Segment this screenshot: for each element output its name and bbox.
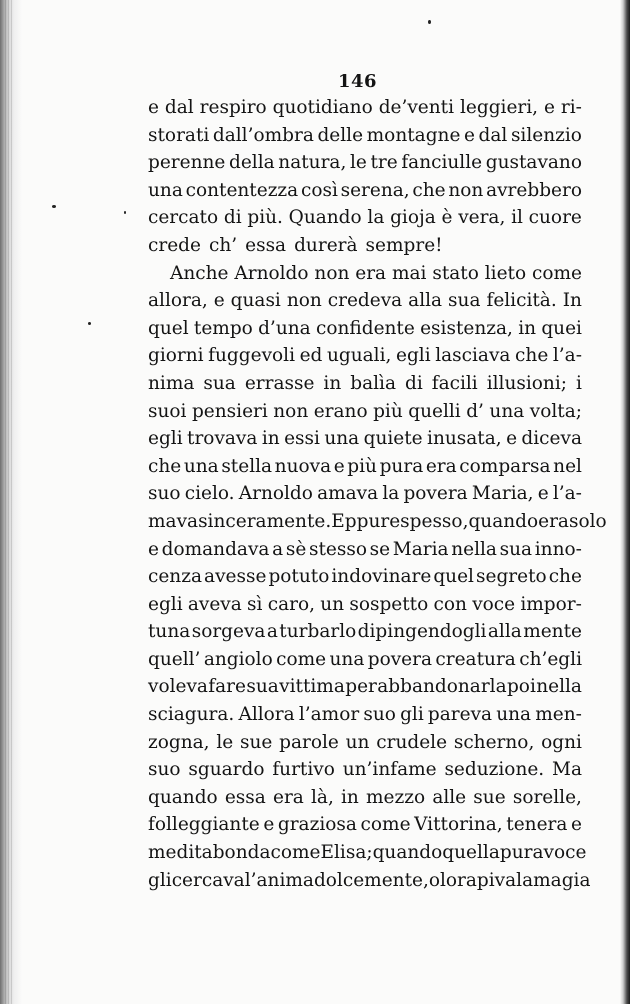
word: che: [412, 179, 446, 201]
word: natura,: [278, 152, 347, 174]
word: e: [537, 483, 549, 505]
text-line: [148, 839, 587, 867]
word: quiete: [363, 428, 423, 450]
word: vittima: [279, 676, 345, 698]
word: tempo: [193, 317, 253, 339]
word: della: [229, 152, 275, 174]
word: di: [223, 207, 242, 229]
binding-edge-lines: [5, 0, 13, 1004]
word: essa: [245, 234, 287, 256]
word: felicità.: [486, 290, 557, 312]
text-line: [148, 260, 582, 288]
word: crede: [148, 234, 201, 256]
text-line: [148, 287, 582, 315]
word: diceva: [521, 428, 582, 450]
word: nella: [536, 676, 582, 698]
text-line: [148, 618, 582, 646]
word: era: [355, 262, 387, 284]
word: quando: [468, 510, 539, 532]
word: pareva: [427, 704, 493, 726]
word: egli: [396, 345, 431, 367]
word: Allora: [238, 704, 295, 726]
word: in: [323, 372, 342, 394]
word: suo: [148, 759, 181, 781]
word: d’una: [258, 317, 311, 339]
word: e: [506, 428, 518, 450]
text-line: [148, 867, 591, 895]
word: turbarlo: [279, 621, 357, 643]
word: essa: [224, 786, 266, 808]
text-line: [148, 784, 582, 812]
word: povera: [403, 483, 468, 505]
word: gustavano: [485, 152, 582, 174]
word: i: [575, 372, 582, 394]
text-line: [148, 204, 582, 232]
word: uguali,: [326, 345, 392, 367]
text-line: [148, 701, 582, 729]
word: un: [345, 731, 370, 753]
word: avrebbero: [486, 179, 582, 201]
word: non: [314, 262, 350, 284]
word: abbandonarla: [377, 676, 507, 698]
word: alla: [408, 290, 443, 312]
word: povera: [367, 648, 433, 670]
word: solo: [568, 510, 607, 532]
word: là,: [311, 786, 334, 808]
word: quelli: [408, 400, 461, 422]
word: perenne: [148, 152, 226, 174]
word: creatura: [435, 648, 516, 670]
word: che: [148, 455, 182, 477]
word: pensieri: [191, 400, 268, 422]
word: come: [360, 814, 411, 836]
word: quei: [541, 317, 582, 339]
word: delle: [317, 124, 364, 146]
word: in: [518, 317, 537, 339]
word: un’infame: [342, 759, 437, 781]
page-number: 146: [338, 71, 378, 92]
word: di: [404, 372, 423, 394]
word: l’amor: [298, 704, 360, 726]
word: de’venti: [378, 97, 455, 118]
word: caro,: [267, 593, 315, 615]
word: in: [261, 428, 280, 450]
text-line: [148, 646, 582, 674]
word: ri-: [560, 97, 582, 118]
word: indovinare: [331, 566, 432, 588]
word: è: [441, 207, 453, 229]
word: a: [266, 621, 278, 643]
word: ch’: [208, 234, 238, 256]
word: comparsa: [459, 455, 551, 477]
word: In: [562, 290, 582, 312]
word: per: [345, 676, 377, 698]
word: una: [183, 455, 219, 477]
word: mava: [148, 510, 199, 532]
word: quotidiano: [272, 97, 373, 118]
word: dal: [478, 124, 508, 146]
word: Vittorina,: [414, 814, 503, 836]
word: non: [286, 290, 322, 312]
text-line: [148, 425, 582, 453]
word: Eppure: [331, 510, 401, 532]
ink-speck: [88, 322, 91, 325]
text-line: [148, 453, 582, 481]
word: sue: [473, 786, 506, 808]
word: folleggiante: [148, 814, 260, 836]
word: alla: [487, 621, 522, 643]
word: confidente: [315, 317, 415, 339]
word: l’anima: [244, 869, 314, 891]
word: balìa: [350, 372, 396, 394]
word: ogni: [541, 731, 582, 753]
word: il: [511, 207, 523, 229]
word: tre: [370, 152, 398, 174]
text-line: [148, 508, 607, 536]
word: quando: [372, 842, 443, 864]
word: serena,: [340, 179, 410, 201]
text-line: [148, 729, 582, 757]
word: e: [263, 814, 275, 836]
word: la: [382, 483, 400, 505]
word: gli: [400, 704, 424, 726]
word: mai: [391, 262, 427, 284]
text-line: [148, 591, 582, 619]
word: una: [489, 400, 525, 422]
word: nuova: [274, 455, 332, 477]
word: e: [571, 814, 582, 836]
word: credeva: [327, 290, 403, 312]
word: montagne: [366, 124, 461, 146]
ink-speck: [52, 205, 56, 208]
word: trovava: [187, 428, 258, 450]
word: durerà: [294, 234, 358, 256]
word: dolcemente,: [313, 869, 429, 891]
word: egli: [148, 428, 183, 450]
word: quella: [442, 842, 500, 864]
word: graziosa: [277, 814, 357, 836]
word: voce: [472, 593, 516, 615]
word: nella: [451, 538, 497, 560]
text-line: [148, 756, 582, 784]
word: sè: [285, 538, 307, 560]
word: esistenza,: [420, 317, 513, 339]
word: e: [464, 124, 475, 146]
word: erano: [313, 400, 368, 422]
word: tenera: [506, 814, 568, 836]
text-line: [148, 94, 582, 122]
word: segreto: [476, 566, 547, 588]
word: mezzo: [366, 786, 426, 808]
word: inusata,: [427, 428, 502, 450]
word: sì: [247, 593, 263, 615]
word: rapiva: [457, 869, 517, 891]
word: più: [373, 400, 403, 422]
word: dall’ombra: [212, 124, 314, 146]
word: un: [320, 593, 345, 615]
word: e: [544, 97, 555, 118]
word: fanciulle: [401, 152, 483, 174]
word: crudele: [376, 731, 448, 753]
ink-speck: [124, 211, 126, 214]
word: mente: [523, 621, 582, 643]
word: silenzio: [510, 124, 582, 146]
word: la: [516, 869, 534, 891]
word: quel: [148, 317, 189, 339]
word: voce: [543, 842, 587, 864]
word: voleva: [148, 676, 208, 698]
word: con: [433, 593, 467, 615]
word: ed: [299, 345, 323, 367]
text-line: [148, 563, 582, 591]
word: la: [367, 207, 385, 229]
word: fuggevoli: [208, 345, 295, 367]
word: Arnoldo: [238, 483, 313, 505]
word: vera,: [458, 207, 506, 229]
word: una: [329, 648, 365, 670]
word: men-: [535, 704, 582, 726]
text-line: [148, 177, 582, 205]
word: furtivo: [272, 759, 335, 781]
word: meditabonda: [148, 842, 271, 864]
word: Maria: [392, 538, 449, 560]
word: le: [216, 731, 234, 753]
word: storati: [148, 124, 210, 146]
word: avesse: [204, 566, 267, 588]
word: una: [324, 428, 360, 450]
word: era: [538, 510, 569, 532]
word: inno-: [534, 538, 582, 560]
word: Maria,: [471, 483, 534, 505]
word: domandava: [161, 538, 270, 560]
word: nima: [148, 372, 195, 394]
word: una: [496, 704, 532, 726]
word: respiro: [199, 97, 267, 118]
word: non: [448, 179, 484, 201]
word: fare: [208, 676, 246, 698]
word: cercava: [171, 869, 245, 891]
word: sue: [240, 731, 273, 753]
text-line: [148, 370, 582, 398]
word: cenza: [148, 566, 203, 588]
word: Anche: [170, 262, 229, 284]
word: Ma: [552, 759, 582, 781]
text-line: [148, 398, 582, 426]
word: seduzione.: [444, 759, 545, 781]
word: Elisa;: [320, 842, 373, 864]
word: Arnoldo: [234, 262, 309, 284]
word: essi: [284, 428, 320, 450]
word: come: [531, 262, 582, 284]
word: quasi: [230, 290, 281, 312]
word: sciagura.: [148, 704, 235, 726]
word: suo: [363, 704, 396, 726]
word: gli: [148, 869, 172, 891]
word: come: [276, 648, 327, 670]
word: l’a-: [552, 483, 582, 505]
word: angiolo: [203, 648, 273, 670]
word: sospetto: [349, 593, 429, 615]
word: se: [369, 538, 391, 560]
word: che: [515, 345, 549, 367]
word: potuto: [268, 566, 330, 588]
word: pura: [499, 842, 544, 864]
word: allora,: [148, 290, 208, 312]
word: dipingendogli: [357, 621, 487, 643]
word: e: [213, 290, 225, 312]
word: nel: [553, 455, 582, 477]
word: sua: [448, 290, 481, 312]
word: facili: [431, 372, 478, 394]
word: leggieri,: [459, 97, 539, 118]
word: a: [272, 538, 284, 560]
word: sempre!: [365, 234, 443, 256]
word: scherno,: [453, 731, 535, 753]
word: sorgeva: [191, 621, 266, 643]
word: l’a-: [552, 345, 582, 367]
word: quel: [433, 566, 474, 588]
word: giorni: [148, 345, 204, 367]
word: gioja: [390, 207, 436, 229]
word: stesso: [308, 538, 367, 560]
word: suo: [148, 483, 181, 505]
text-line: [148, 480, 582, 508]
word: che: [548, 566, 582, 588]
word: come: [270, 842, 321, 864]
word: errasse: [244, 372, 315, 394]
word: pura: [379, 455, 424, 477]
text-line: [148, 149, 582, 177]
word: e: [333, 455, 345, 477]
word: una: [148, 179, 183, 201]
ink-speck: [428, 20, 431, 24]
word: lieto: [484, 262, 527, 284]
word: era: [425, 455, 457, 477]
word: lasciava: [435, 345, 511, 367]
word: e: [148, 538, 159, 560]
word: amava: [317, 483, 379, 505]
word: parole: [279, 731, 339, 753]
word: ch’egli: [519, 648, 582, 670]
word: zogna,: [148, 731, 210, 753]
word: sorelle,: [512, 786, 582, 808]
word: non: [273, 400, 309, 422]
word: alle: [432, 786, 467, 808]
text-line: [148, 811, 582, 839]
word: impor-: [520, 593, 582, 615]
word: cuore: [528, 207, 582, 229]
word: aveva: [187, 593, 242, 615]
word: più: [347, 455, 377, 477]
text-line: [148, 122, 582, 150]
word: stato: [432, 262, 479, 284]
text-line: [148, 232, 582, 260]
word: spesso,: [400, 510, 469, 532]
word: suoi: [148, 400, 187, 422]
word: e: [148, 97, 159, 118]
word: volta;: [529, 400, 582, 422]
word: egli: [148, 593, 183, 615]
word: o: [428, 869, 440, 891]
word: tuna: [148, 621, 191, 643]
word: Quando: [288, 207, 362, 229]
word: magia: [533, 869, 591, 891]
word: più.: [247, 207, 283, 229]
word: dal: [164, 97, 194, 118]
word: illusioni;: [486, 372, 567, 394]
page-right-edge: [620, 0, 630, 1004]
word: d’: [466, 400, 484, 422]
body-text: [148, 94, 607, 894]
word: in: [341, 786, 359, 808]
word: era: [273, 786, 304, 808]
word: poi: [506, 676, 536, 698]
word: sua: [499, 538, 533, 560]
word: quell’: [148, 648, 201, 670]
word: cercato: [148, 207, 219, 229]
text-line: [148, 315, 582, 343]
text-line: [148, 342, 582, 370]
word: così: [300, 179, 338, 201]
text-line: [148, 536, 582, 564]
word: sguardo: [188, 759, 265, 781]
word: sua: [203, 372, 236, 394]
word: quando: [148, 786, 218, 808]
word: lo: [439, 869, 458, 891]
word: stella: [221, 455, 273, 477]
word: cielo.: [184, 483, 235, 505]
text-line: [148, 673, 582, 701]
word: contentezza: [185, 179, 299, 201]
word: sinceramente.: [198, 510, 332, 532]
word: le: [349, 152, 367, 174]
word: sua: [246, 676, 279, 698]
